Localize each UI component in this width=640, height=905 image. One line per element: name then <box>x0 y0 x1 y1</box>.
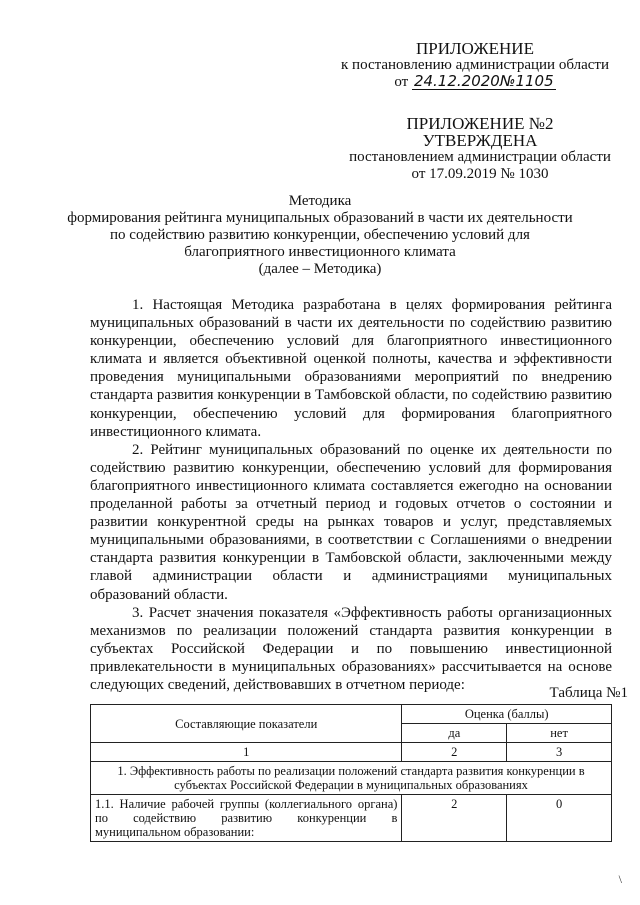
table-caption: Таблица №1 <box>549 685 628 701</box>
date-prefix: от <box>394 74 409 90</box>
col-number-1: 1 <box>91 743 402 762</box>
appendix-to-resolution: к постановлению администрации области <box>341 57 609 73</box>
margin-mark: \ <box>618 872 622 886</box>
col-number-2: 2 <box>402 743 507 762</box>
approved-by-resolution: постановлением администрации области <box>349 149 611 165</box>
col-number-3: 3 <box>507 743 612 762</box>
scores-table <box>90 704 612 842</box>
header-components: Составляющие показатели <box>91 705 402 743</box>
appendix-header <box>320 40 630 91</box>
approval-block <box>330 115 630 183</box>
section-1-heading: 1. Эффективность работы по реализации положений стандарта развития конкуренции в субъектах Российской Федерации в муниципальных образованиях <box>91 762 612 795</box>
header-yes: да <box>402 724 507 743</box>
number-sign: № <box>499 72 516 90</box>
title-line-4: благоприятного инвестиционного климата <box>184 244 456 260</box>
handwritten-number: 1105 <box>515 72 554 90</box>
row-1-1-no: 0 <box>507 795 612 842</box>
paragraph-2: 2. Рейтинг муниципальных образований по оценке их деятельности по содействию развитию конкуренции, обеспечению условий для формирования благоприятного инвестиционного климата составляется ежегодно на основании проделанной работы за отчетный период и годовых отчетов о состоянии и развитии конкурентной среды на рынках товаров и услуг, представляемых муниципальными образованиями, в соответствии с Соглашениями о внедрении стандарта развития конкуренции в Тамбовской области, заключенными между главой администрации области и администрациями муниципальных образований области. <box>90 441 612 603</box>
row-1-1-yes: 2 <box>402 795 507 842</box>
header-score: Оценка (баллы) <box>402 705 612 724</box>
paragraph-3: 3. Расчет значения показателя «Эффективность работы организационных механизмов по реализации положений стандарта развития конкуренции в субъектах Российской Федерации и по повышению инвестиционной привлекательности в муниципальных образованиях» рассчитывается на основе следующих сведений, действовавших в отчетном периоде: <box>90 604 612 693</box>
table-section-row <box>91 762 612 795</box>
row-1-1-text: 1.1. Наличие рабочей группы (коллегиального органа) по содействию развитию конкуренции в муниципальном образовании: <box>91 795 402 842</box>
title-line-5: (далее – Методика) <box>258 261 382 277</box>
resolution-date-line <box>320 74 630 91</box>
handwritten-date: 24.12.2020 <box>413 72 500 90</box>
approved-label: УТВЕРЖДЕНА <box>422 131 538 150</box>
title-line-2: формирования рейтинга муниципальных образований в части их деятельности <box>67 210 573 226</box>
appendix-title: ПРИЛОЖЕНИЕ <box>416 39 534 58</box>
appendix-2-title: ПРИЛОЖЕНИЕ №2 <box>406 114 554 133</box>
title-line-3: по содействию развитию конкуренции, обеспечению условий для <box>110 227 530 243</box>
table-number-row <box>91 743 612 762</box>
body-paragraphs <box>90 296 612 694</box>
handwritten-date-number <box>412 74 556 90</box>
title-line-1: Методика <box>288 193 352 209</box>
table-row <box>91 795 612 842</box>
paragraph-1: 1. Настоящая Методика разработана в целях формирования рейтинга муниципальных образований в части их деятельности по содействию развитию конкуренции, обеспечению условий для благоприятного инвестиционного климата и является объективной оценкой полноты, качества и эффективности проведения муниципальными образованиями мероприятий по внедрению стандарта развития конкуренции в Тамбовской области, по содействию развитию конкуренции, обеспечению условий для формирования благоприятного инвестиционного климата. <box>90 297 612 440</box>
header-no: нет <box>507 724 612 743</box>
approved-date-number: от 17.09.2019 № 1030 <box>411 166 549 182</box>
document-title <box>60 193 580 278</box>
table-header-row <box>91 705 612 724</box>
